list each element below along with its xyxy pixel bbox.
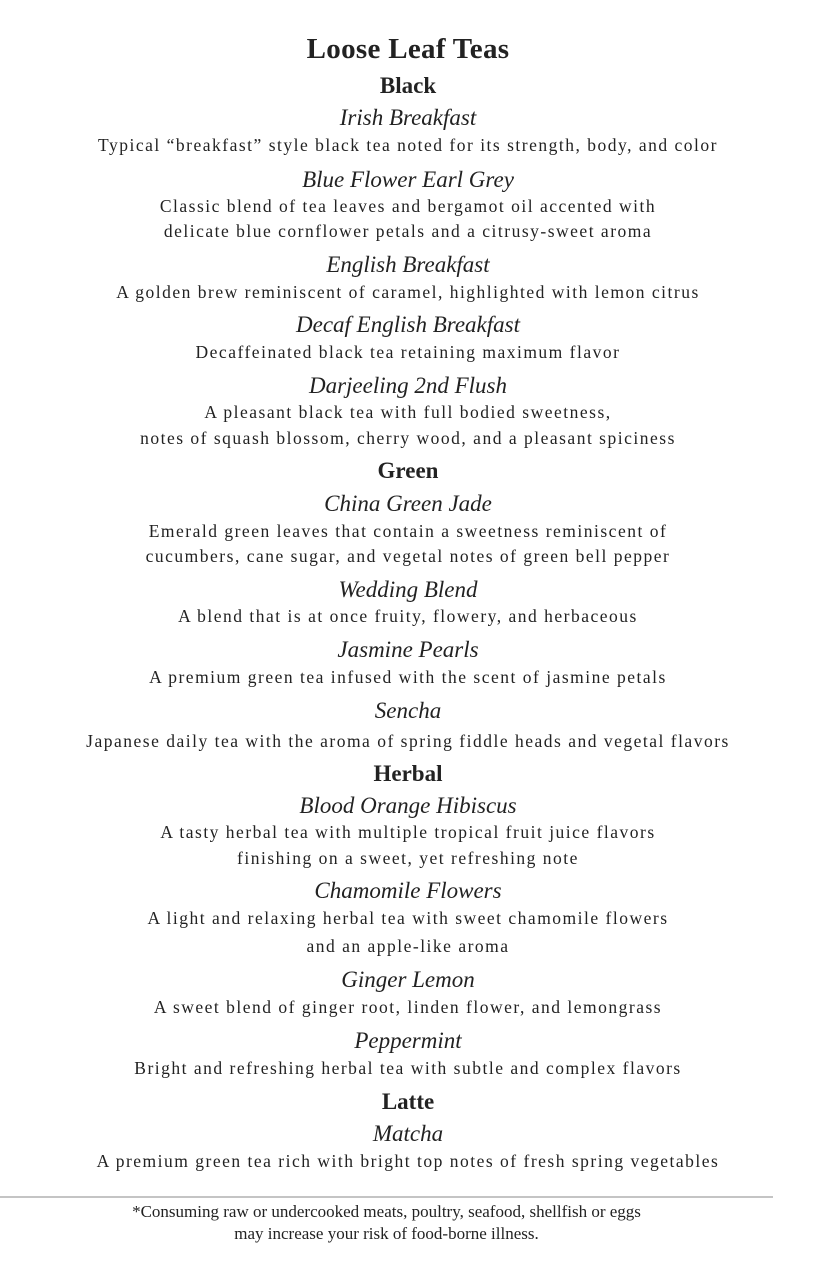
tea-description: A premium green tea infused with the scent of jasmine petals xyxy=(149,667,667,687)
footer-divider xyxy=(0,1196,773,1198)
tea-description: Classic blend of tea leaves and bergamot oil accented with xyxy=(159,196,657,216)
tea-description: A tasty herbal tea with multiple tropical fruit juice flavors xyxy=(160,822,656,842)
tea-description: Typical “breakfast” style black tea noted for its strength, body, and color xyxy=(98,135,718,155)
tea-name: China Green Jade xyxy=(324,491,492,516)
tea-description: cucumbers, cane sugar, and vegetal notes of green bell pepper xyxy=(145,546,671,566)
tea-name: Blood Orange Hibiscus xyxy=(299,793,517,818)
tea-name: Peppermint xyxy=(354,1028,462,1053)
tea-description: A sweet blend of ginger root, linden flower, and lemongrass xyxy=(153,997,663,1017)
section-heading-green: Green xyxy=(377,458,439,483)
tea-name: Wedding Blend xyxy=(338,577,478,602)
tea-name: Chamomile Flowers xyxy=(314,878,502,903)
tea-name: Darjeeling 2nd Flush xyxy=(308,373,508,398)
tea-name: Irish Breakfast xyxy=(339,105,477,130)
tea-description: A premium green tea rich with bright top notes of fresh spring vegetables xyxy=(96,1151,720,1171)
tea-description: notes of squash blossom, cherry wood, and a pleasant spiciness xyxy=(140,428,676,448)
tea-description: Decaffeinated black tea retaining maximum flavor xyxy=(195,342,621,362)
tea-description: finishing on a sweet, yet refreshing note xyxy=(237,848,579,868)
tea-description: A light and relaxing herbal tea with sweet chamomile flowers xyxy=(147,908,669,928)
tea-description: Emerald green leaves that contain a sweetness reminiscent of xyxy=(148,521,668,541)
tea-name: Ginger Lemon xyxy=(341,967,475,992)
footer-disclaimer: may increase your risk of food-borne illness. xyxy=(234,1224,539,1243)
footer-disclaimer: *Consuming raw or undercooked meats, poultry, seafood, shellfish or eggs xyxy=(132,1202,641,1221)
tea-description: A golden brew reminiscent of caramel, highlighted with lemon citrus xyxy=(116,282,700,302)
section-heading-latte: Latte xyxy=(381,1089,435,1114)
tea-name: Blue Flower Earl Grey xyxy=(302,167,514,192)
tea-description: delicate blue cornflower petals and a citrusy-sweet aroma xyxy=(163,221,653,241)
tea-description: A pleasant black tea with full bodied sweetness, xyxy=(204,402,612,422)
page-title: Loose Leaf Teas xyxy=(306,33,510,65)
tea-description: and an apple-like aroma xyxy=(306,936,510,956)
tea-description: Bright and refreshing herbal tea with subtle and complex flavors xyxy=(134,1058,682,1078)
tea-description: A blend that is at once fruity, flowery, and herbaceous xyxy=(178,606,638,626)
tea-name: Sencha xyxy=(374,698,442,723)
tea-name: Matcha xyxy=(372,1121,444,1146)
tea-description: Japanese daily tea with the aroma of spring fiddle heads and vegetal flavors xyxy=(86,731,730,751)
tea-name: Jasmine Pearls xyxy=(337,637,479,662)
section-heading-herbal: Herbal xyxy=(373,761,443,786)
section-heading-black: Black xyxy=(379,73,437,98)
tea-name: English Breakfast xyxy=(326,252,490,277)
tea-name: Decaf English Breakfast xyxy=(296,312,520,337)
